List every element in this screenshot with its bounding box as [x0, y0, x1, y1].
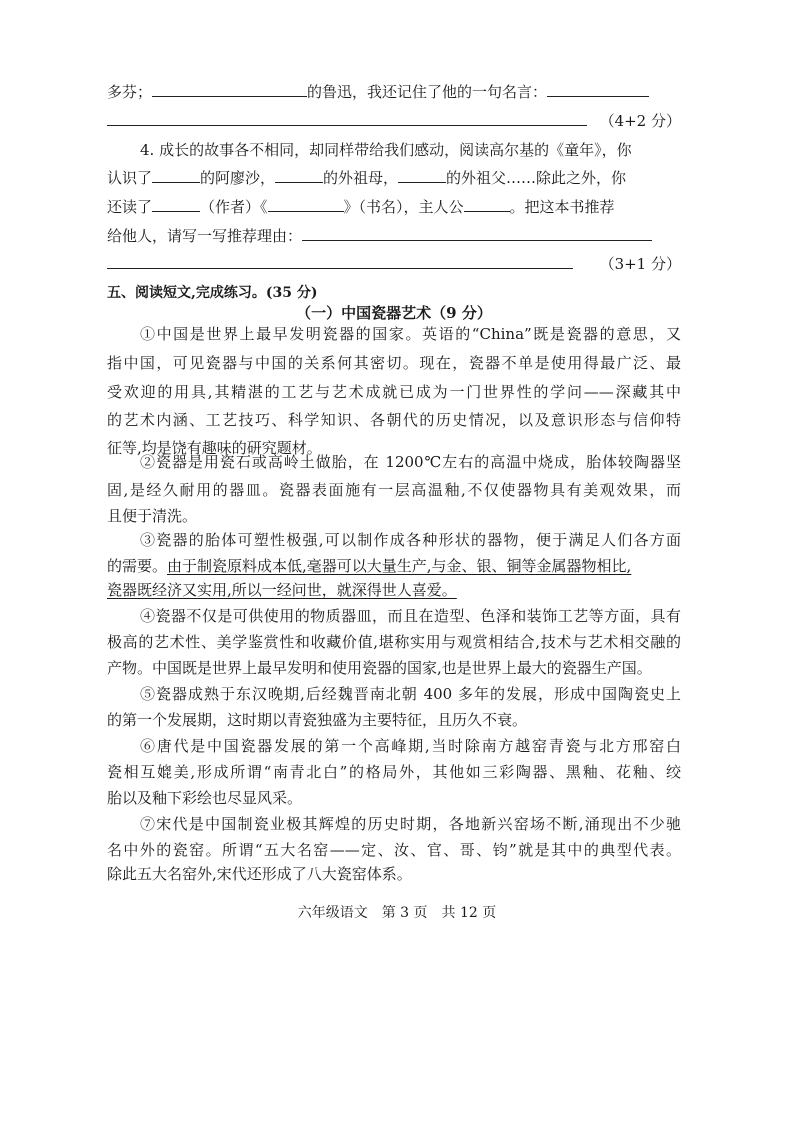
passage-line [107, 580, 681, 600]
passage-title: （一）中国瓷器艺术（9 分） [296, 304, 492, 322]
q3-line-2 [107, 111, 681, 131]
answer-blank[interactable] [152, 82, 307, 97]
passage-line: 瓷相互媲美,形成所谓“南青北白”的格局外，其他如三彩陶器、黑釉、花釉、绞 [107, 763, 681, 781]
passage-line: 名中外的瓷窑。所谓“五大名窑——定、汝、官、哥、钧”就是其中的典型代表。 [107, 841, 681, 859]
passage-line: 的需要。由于制瓷原料成本低,毫器可以大量生产,与金、银、铜等金属器物相比, [107, 557, 632, 575]
passage-line: 除此五大名窑外,宋代还形成了八大瓷窑体系。 [107, 865, 412, 883]
underlined-sentence: 由于制瓷原料成本低,毫器可以大量生产,与金、银、铜等金属器物相比, [167, 557, 632, 575]
q4-line-5 [107, 254, 681, 274]
passage-line: 指中国，可见瓷器与中国的关系何其密切。现在，瓷器不单是使用得最广泛、最 [107, 354, 681, 372]
q3-score: （4+2 分） [599, 112, 681, 130]
answer-blank[interactable] [275, 168, 323, 183]
answer-blank[interactable] [268, 197, 344, 212]
passage-line: 极高的艺术性、美学鉴赏性和收藏价值,堪称实用与观赏相结合,技术与艺术相交融的 [107, 633, 681, 651]
page-footer: 六年级语文 第 3 页 共 12 页 [297, 905, 497, 921]
answer-blank[interactable] [107, 111, 587, 126]
passage-line: ④瓷器不仅是可供使用的物质器皿，而且在造型、色泽和装饰工艺等方面，具有 [140, 607, 681, 625]
answer-blank[interactable] [152, 197, 200, 212]
answer-blank[interactable] [302, 226, 652, 241]
answer-blank[interactable] [398, 168, 446, 183]
passage-line: ⑤瓷器成熟于东汉晚期,后经魏晋南北朝 400 多年的发展，形成中国陶瓷史上 [140, 685, 681, 703]
section-heading: 五、阅读短文,完成练习。(35 分) [107, 285, 318, 301]
answer-blank[interactable] [547, 82, 649, 97]
passage-line: 固,是经久耐用的器皿。瓷器表面施有一层高温釉,不仅使器物具有美观效果，而 [107, 481, 681, 499]
passage-line: 征等,均是饶有趣味的研究题材。 [107, 439, 322, 457]
q3-line-1: 多芬； 的鲁迅，我还记住了他的一句名言： [107, 82, 681, 102]
passage-line: ②瓷器是用瓷石或高岭土做胎，在 1200℃左右的高温中烧成，胎体较陶器坚 [140, 453, 681, 471]
underlined-sentence: 瓷器既经济又实用,所以一经问世，就深得世人喜爱。 [107, 581, 457, 599]
answer-blank[interactable] [107, 254, 573, 269]
answer-blank[interactable] [464, 197, 510, 212]
q4-line-1: 4. 成长的故事各不相同，却同样带给我们感动，阅读高尔基的《童年》，你 [140, 141, 632, 159]
passage-line: 产物。中国既是世界上最早发明和使用瓷器的国家,也是世界上最大的瓷器生产国。 [107, 659, 652, 677]
passage-line: ⑥唐代是中国瓷器发展的第一个高峰期,当时除南方越窑青瓷与北方邢窑白 [140, 737, 681, 755]
q4-line-2: 认识了 的阿廖沙， 的外祖母， 的外祖父……除此之外，你 [107, 169, 627, 187]
passage-line: 的第一个发展期，这时期以青瓷独盛为主要特征，且历久不衰。 [107, 711, 528, 729]
passage-line: 的艺术内涵、工艺技巧、科学知识、各朝代的历史情况，以及意识形态与信仰特 [107, 411, 681, 429]
q4-line-4: 给他人，请写一写推荐理由： [107, 226, 681, 246]
passage-line: 受欢迎的用具,其精湛的工艺与艺术成就已成为一门世界性的学问——深藏其中 [107, 383, 681, 401]
passage-line: ⑦宋代是中国制瓷业极其辉煌的历史时期，各地新兴窑场不断,涌现出不少驰 [140, 815, 681, 833]
q4-line-3: 还读了 （作者）《 》（书名），主人公 。把这本书推荐 [107, 198, 615, 216]
passage-line: 且便于清洗。 [107, 507, 198, 525]
passage-line: ③瓷器的胎体可塑性极强,可以制作成各种形状的器物，便于满足人们各方面 [140, 531, 681, 549]
passage-line: ①中国是世界上最早发明瓷器的国家。英语的“China”既是瓷器的意思，又 [140, 325, 681, 343]
answer-blank[interactable] [152, 168, 200, 183]
q4-score: （3+1 分） [599, 255, 681, 273]
passage-line: 胎以及釉下彩绘也尽显风采。 [107, 789, 303, 807]
